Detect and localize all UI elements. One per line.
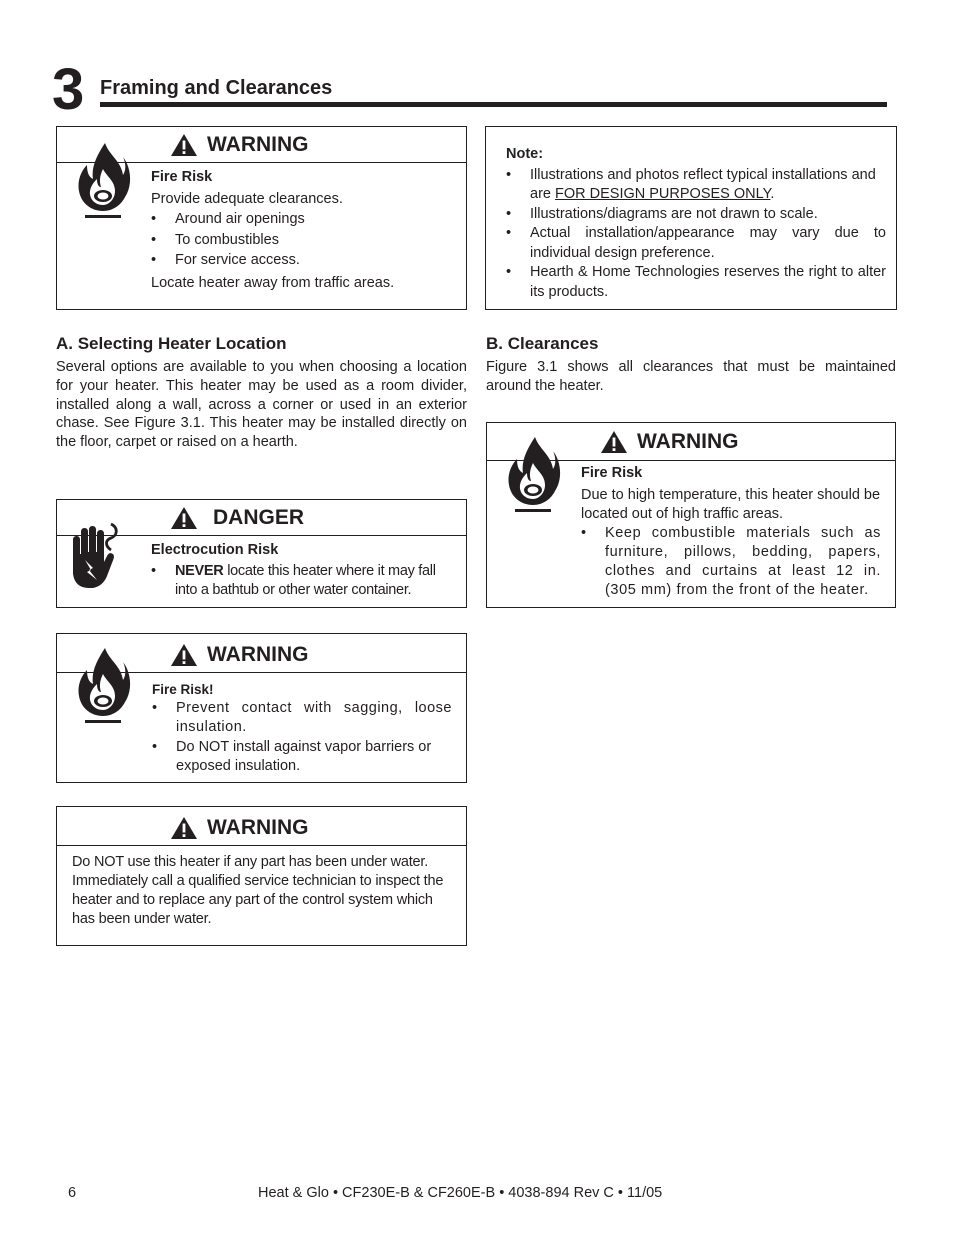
fire-icon (505, 435, 561, 515)
note-label: Note: (506, 146, 544, 162)
warning-intro: Provide adequate clearances. (151, 191, 343, 207)
list-item: • Hearth & Home Technologies reserves the right to alter its products. (506, 263, 886, 302)
list-item (151, 562, 456, 600)
warning-triangle-icon (170, 133, 198, 157)
warning-triangle-icon (170, 816, 198, 840)
warning-subhead: Fire Risk (151, 169, 213, 185)
list-item: • Keep combustible materials such as furniture, pillows, bedding, papers, clothes and curtains at least 12 in. (305 mm) from the front of the heater. (581, 524, 881, 600)
warning-label: WARNING (207, 816, 309, 839)
warning-fire-clearance-box (56, 126, 467, 310)
danger-subhead: Electrocution Risk (151, 542, 279, 558)
list-item: • For service access. (151, 250, 456, 271)
warning-subhead: Fire Risk (581, 465, 643, 481)
list-item (506, 166, 886, 205)
warning-triangle-icon (170, 643, 198, 667)
chapter-number: 3 (52, 57, 83, 122)
danger-electrocution-box (56, 499, 467, 608)
section-a-body: Several options are available to you when choosing a location for your heater. This heater may be used as a room divider, installed along a wall, across a corner or used in an exterior chase. See Figure 3.1. This heater may be installed directly on the floor, carpet or raised on a hearth. (56, 359, 467, 451)
fire-icon (75, 646, 131, 726)
section-a-title: A. Selecting Heater Location (56, 334, 287, 353)
list-item: • Actual installation/appearance may vary due to individual design preference. (506, 224, 886, 263)
list-item: • Around air openings (151, 209, 456, 230)
footer-doc-info: Heat & Glo • CF230E-B & CF260E-B • 4038-894 Rev C • 11/05 (258, 1185, 663, 1201)
warning-label: WARNING (207, 643, 309, 666)
note-item-end: . (770, 186, 775, 202)
warning-water-box (56, 806, 467, 946)
section-b-body: Figure 3.1 shows all clearances that must be maintained around the heater. (486, 359, 896, 394)
list-item: • To combustibles (151, 230, 456, 251)
danger-label: DANGER (213, 506, 305, 529)
chapter-rule (100, 102, 887, 107)
warning-header (57, 807, 466, 846)
warning-water-text: Do NOT use this heater if any part has been under water. Immediately call a qualified service technician to inspect the heater and to replace any part of the control system which has been under water. (72, 854, 444, 927)
warning-subhead: Fire Risk! (152, 682, 214, 697)
warning-insulation-box (56, 633, 467, 783)
warning-intro: Due to high temperature, this heater should be located out of high traffic areas. (581, 487, 881, 522)
warning-triangle-icon (600, 430, 628, 454)
note-item-emphasis: FOR DESIGN PURPOSES ONLY (555, 186, 771, 202)
warning-label: WARNING (637, 430, 739, 453)
danger-triangle-icon (170, 506, 198, 530)
list-item: • Illustrations/diagrams are not drawn to scale. (506, 205, 886, 225)
electric-shock-hand-icon (67, 522, 123, 594)
fire-icon (75, 141, 131, 221)
list-item: • Do NOT install against vapor barriers or exposed insulation. (152, 738, 452, 776)
warning-label: WARNING (207, 133, 309, 156)
list-item: • Prevent contact with sagging, loose insulation. (152, 699, 452, 737)
note-item-text: Illustrations and photos reflect typical installations and are (530, 166, 876, 202)
warning-outro: Locate heater away from traffic areas. (151, 274, 395, 291)
danger-never: NEVER (175, 563, 224, 579)
page-number: 6 (68, 1185, 77, 1201)
warning-traffic-box (486, 422, 896, 608)
note-box (485, 126, 897, 310)
chapter-title: Framing and Clearances (100, 77, 333, 99)
danger-item-text: locate this heater where it may fall into a bathtub or other water container. (175, 563, 436, 598)
section-b-title: B. Clearances (486, 334, 599, 353)
